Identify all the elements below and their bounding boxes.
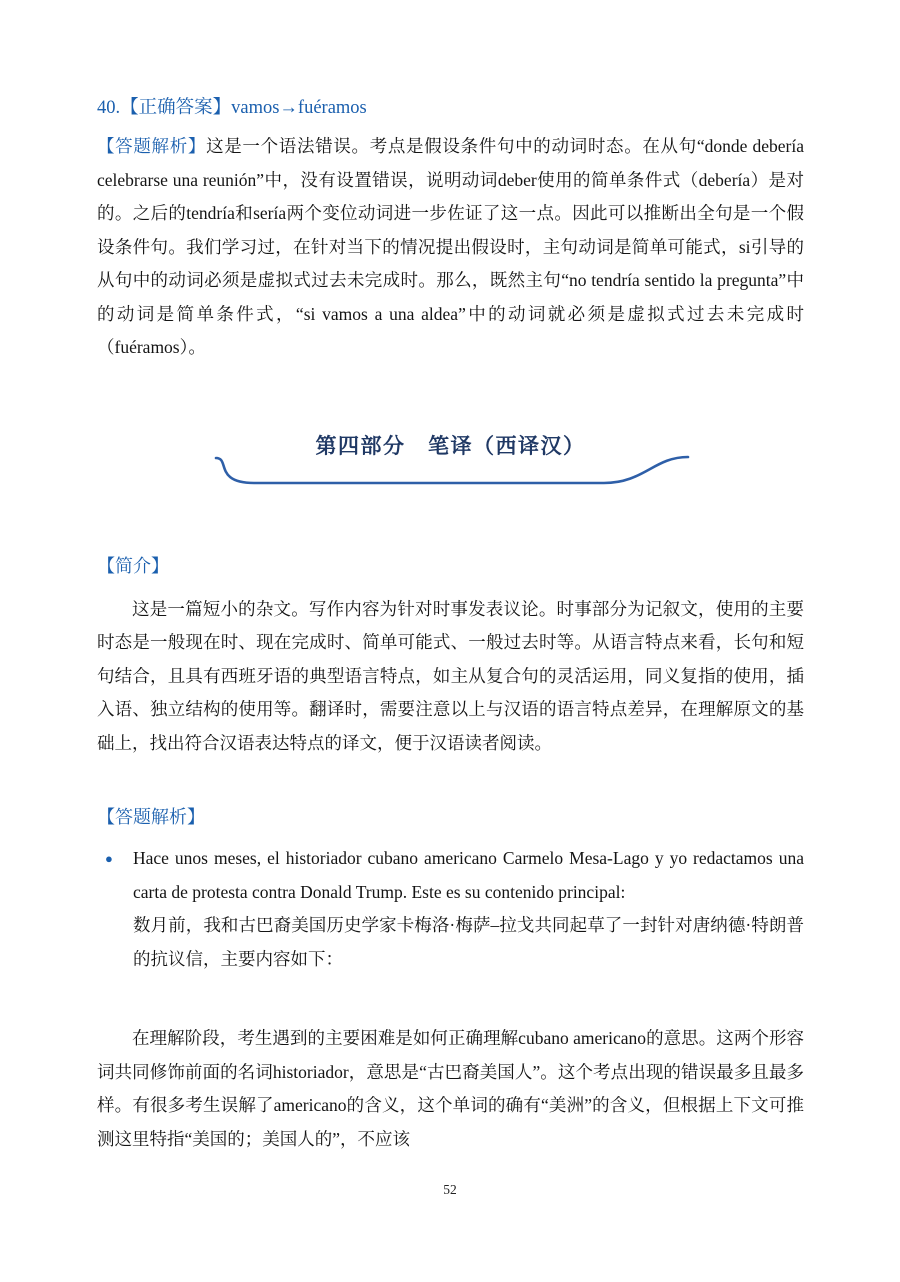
intro-text: 这是一篇短小的杂文。写作内容为针对时事发表议论。时事部分为记叙文，使用的主要时态是一般现在时、现在完成时、简单可能式、一般过去时等。从语言特点来看，长句和短句结合，且具有西班牙语的典型语言特点，如主从复合句的灵活运用，同义复指的使用，插入语、独立结构的使用等。翻译时，需要注意以上与汉语的语言特点差异，在理解原文的基础上，找出符合汉语表达特点的译文，便于汉语读者阅读。 [97,598,804,753]
answer-analysis-text: 这是一个语法错误。考点是假设条件句中的动词时态。在从句“donde debería celebrarse una reunión”中，没有设置错误，说明动词deber使用的简单条件式（debería）是对的。之后的tendría和sería两个变位动词进一步佐证了这一点。因此可以推断出全句是一个假设条件句。我们学习过，在针对当下的情况提出假设时，主句动词是简单可能式，si引导的从句中的动词必须是虚拟式过去未完成时。那么，既然主句“no tendría sentido la pregunta”中的动词是简单条件式，“si vamos a una aldea”中的动词就必须是虚拟式过去未完成时（fuéramos）。 [97,136,804,357]
answer-40-correct-answer: 40.【正确答案】vamos→fuéramos [97,98,367,118]
bullet-icon: ● [105,851,113,866]
chinese-translation-text: 数月前，我和古巴裔美国历史学家卡梅洛·梅萨–拉戈共同起草了一封针对唐纳德·特朗普的抗议信，主要内容如下： [133,915,804,969]
analysis-section-label: 【答题解析】 [97,807,205,827]
analysis-discussion-paragraph: 在理解阶段，考生遇到的主要困难是如何正确理解cubano americano的意思。这两个形容词共同修饰前面的名词historiador，意思是“古巴裔美国人”。这个考点出现的错误最多且最多样。有很多考生误解了americano的含义，这个单词的确有“美洲”的含义，但根据上下文可推测这里特指“美国的；美国人的”，不应该 [97,1028,804,1149]
analysis-bullet-item [97,842,804,976]
bullet-body [133,842,804,976]
page-number: 52 [443,1182,457,1197]
spanish-source-text: Hace unos meses, el historiador cubano americano Carmelo Mesa-Lago y yo redactamos una carta de protesta contra Donald Trump. Este es su contenido principal: [133,848,804,902]
intro-section-label: 【简介】 [97,555,169,576]
answer-40-analysis-paragraph [97,130,804,365]
section-header [208,433,694,491]
section-title: 第四部分 笔译（西译汉） [315,433,586,458]
decorative-swash-line [208,455,694,491]
answer-analysis-label: 【答题解析】 [97,136,207,156]
